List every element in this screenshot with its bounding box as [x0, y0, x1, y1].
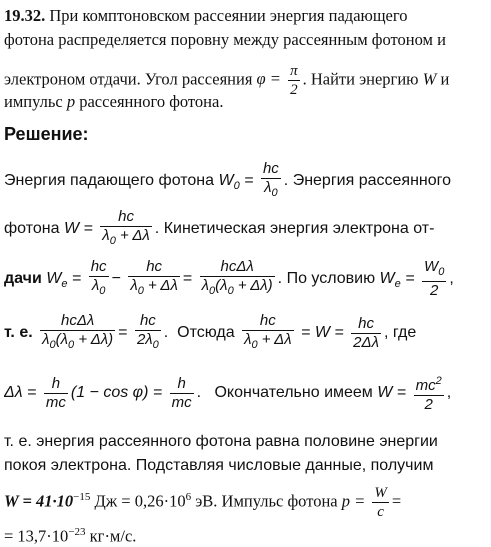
solution-line-4: т. е. $\frac{\text{hcΔλ}}{\lambda_0(\lambda_0 + \Delta\lambda)}$ = $\frac{hc}{2\lambda_0}$ . Отсюда $\frac{hc}{\lambda_0 + \Delta\lambda}$ = W = $\frac{hc}{2\Delta\lambda}$ , где: [4, 312, 417, 351]
problem-line-1: [4, 6, 485, 26]
problem-line-4: импульс p рассеянного фотона.: [4, 92, 224, 111]
solution-heading: Решение:: [4, 124, 89, 144]
solution-line-9: = $13,7\cdot 10^{-23}$ кг·м/с.: [4, 526, 137, 546]
problem-number: 19.32.: [4, 6, 46, 25]
problem-line-3: электроном отдачи. Угол рассеяния φ = $\frac{\pi}{2}$ . Найти энергию W и: [4, 63, 450, 98]
problem-line-2: фотона распределяется поровну между рассеянным фотоном и: [4, 30, 446, 49]
problem-text-1: При комптоновском рассеянии энергия падающего: [49, 6, 408, 25]
solution-line-7: покоя электрона. Подставляя числовые данные, получим: [4, 457, 434, 474]
solution-line-8: $W = 41\cdot 10^{-15}$ Дж = $0,26\cdot 10^6$ эВ. Импульс фотона p = $\frac{W}{c}$ =: [4, 485, 402, 520]
solution-line-3: дачи $W_e$ = $\frac{hc}{\lambda_0}$ − $\frac{hc}{\lambda_0 + \Delta\lambda}$ = $\frac{\text{hcΔλ}}{\lambda_0(\lambda_0 + \Delta\lambda)}$ . По условию $W_e$ = $\frac{W_0}{2}$ ,: [4, 258, 454, 299]
solution-line-1: Энергия падающего фотона $W_0$ = $\frac{hc}{\lambda_0}$ . Энергия рассеянного: [4, 160, 452, 199]
phi-formula: φ = $\frac{\pi}{2}$: [256, 63, 298, 98]
solution-line-5: Δλ = $\frac{h}{mc}$ (1 − cos φ) = $\frac{h}{mc}$ . Окончательно имеем W = $\frac{mc^2}{2}$ ,: [4, 372, 485, 414]
solution-line-2: фотона W = $\frac{hc}{\lambda_0 + \Delta\lambda}$ . Кинетическая энергия электрона от-: [4, 208, 435, 247]
solution-line-6: т. е. энергия рассеянного фотона равна половине энергии: [4, 433, 438, 450]
